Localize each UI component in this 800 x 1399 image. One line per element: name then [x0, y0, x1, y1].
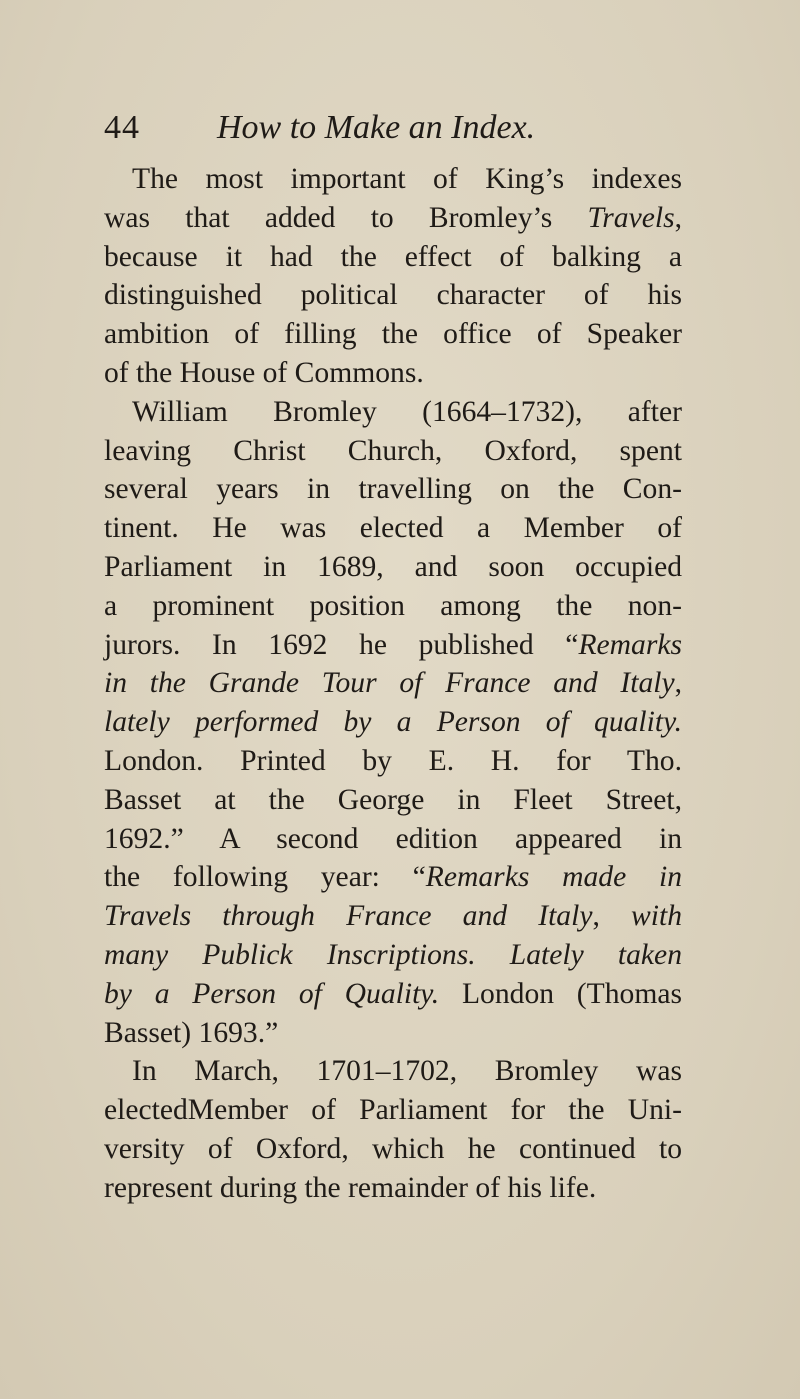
text-run: London. Printed by E. H. for Tho. [104, 744, 682, 777]
text-line [104, 470, 682, 509]
italic-run: by a Person of Quality. [104, 977, 440, 1010]
text-run: because it had the effect of balking a [104, 240, 682, 273]
text-line [104, 1052, 682, 1091]
text-run: William Bromley (1664–1732), after [132, 395, 682, 428]
italic-run: Remarks [578, 628, 682, 661]
text-run: 1692.” A second edition appeared in [104, 822, 682, 855]
text-run: several years in travelling on the Con- [104, 473, 682, 506]
text-run: was that added to Bromley’s [104, 201, 588, 234]
text-run: tinent. He was elected a Member of [104, 512, 682, 545]
text-run: leaving Christ Church, Oxford, spent [104, 434, 682, 467]
text-line [104, 975, 682, 1014]
text-line [104, 199, 682, 238]
text-line [104, 1014, 682, 1053]
text-run: , [674, 667, 682, 700]
text-line [104, 781, 682, 820]
italic-run: Travels [587, 201, 675, 234]
text-line [104, 820, 682, 859]
text-line [104, 238, 682, 277]
text-run: , [674, 201, 682, 234]
text-line [104, 432, 682, 471]
italic-run: Remarks made in [425, 861, 682, 894]
text-line [104, 315, 682, 354]
text-run: ambition of filling the office of Speaker [104, 318, 682, 351]
text-line [104, 664, 682, 703]
italic-run: many Publick Inscriptions. Lately taken [104, 938, 682, 971]
text-run: the following year: “ [104, 861, 426, 894]
text-line [104, 509, 682, 548]
running-head [104, 106, 704, 150]
running-title: How to Make an Index. [217, 109, 536, 146]
italic-run: with [631, 900, 683, 933]
text-run: The most important of King’s indexes [132, 163, 682, 195]
text-line [104, 897, 682, 936]
text-run: In March, 1701–1702, Bromley was [132, 1055, 682, 1088]
text-line [104, 626, 682, 665]
text-run: electedMember of Parliament for the Uni- [104, 1094, 682, 1127]
text-run: Basset) 1693.” [104, 1016, 279, 1049]
text-line [104, 742, 682, 781]
text-line [104, 548, 682, 587]
italic-run: lately performed by a Person of quality. [104, 706, 682, 739]
text-run: London (Thomas [439, 977, 682, 1010]
paragraph [104, 1052, 682, 1207]
text-line [104, 936, 682, 975]
text-line [104, 1091, 682, 1130]
text-line [104, 276, 682, 315]
text-line [104, 393, 682, 432]
text-run: , [592, 900, 632, 933]
text-run: a prominent position among the non- [104, 589, 682, 622]
italic-run: in the Grande Tour of France and Italy [104, 667, 675, 700]
text-line [104, 1130, 682, 1169]
text-run: distinguished political character of his [104, 279, 682, 312]
text-line [104, 1169, 682, 1208]
text-run: Basset at the George in Fleet Street, [104, 783, 682, 816]
text-run: Parliament in 1689, and soon occupied [104, 550, 682, 583]
text-run: jurors. In 1692 he published “ [104, 628, 579, 661]
body-text [104, 160, 682, 1208]
text-run: versity of Oxford, which he continued to [104, 1132, 682, 1165]
paragraph [104, 393, 682, 1053]
text-line [104, 354, 682, 393]
text-line [104, 858, 682, 897]
paragraph [104, 160, 682, 393]
text-line [104, 587, 682, 626]
text-run: represent during the remainder of his life. [104, 1171, 597, 1204]
text-run: of the House of Commons. [104, 356, 424, 389]
text-line [104, 703, 682, 742]
italic-run: Travels through France and Italy [104, 900, 593, 933]
text-line [104, 160, 682, 199]
page-number: 44 [104, 109, 140, 146]
